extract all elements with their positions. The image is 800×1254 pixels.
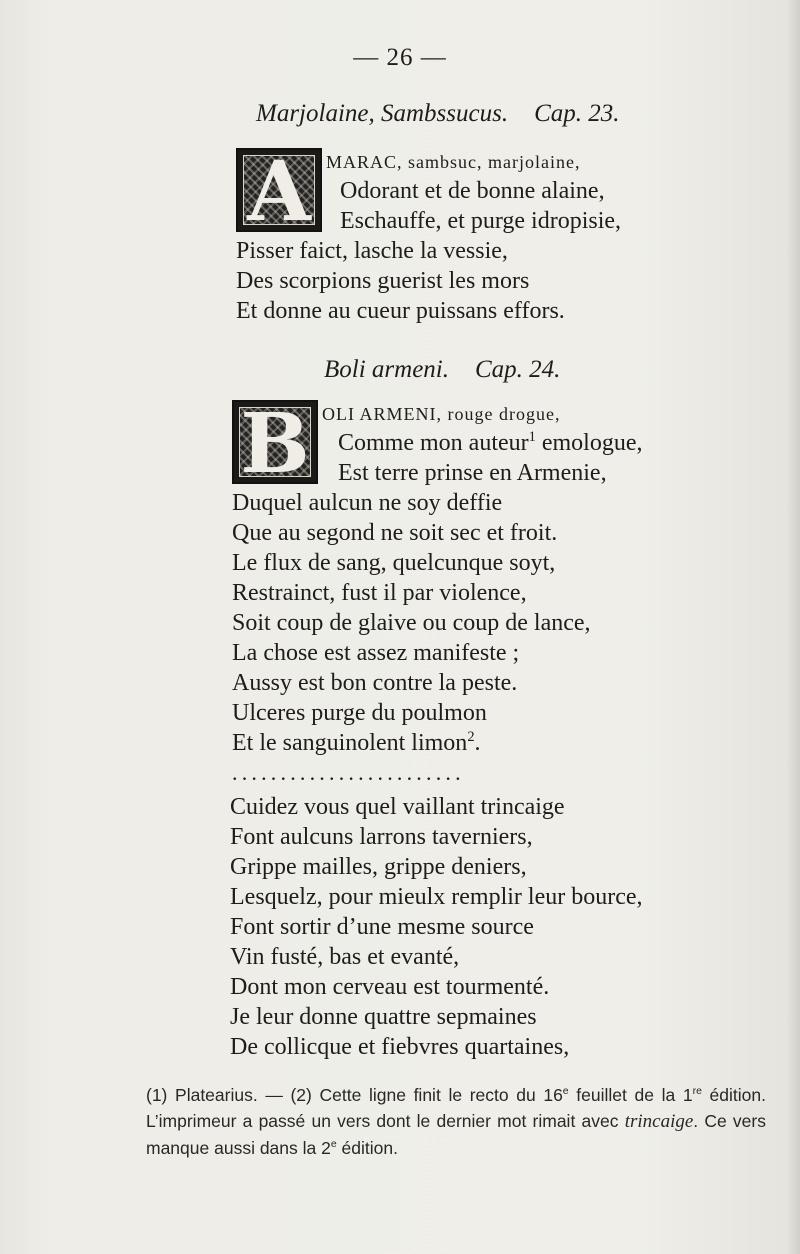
heading-chapter: Cap. 23. [534, 100, 620, 127]
small-caps-word: MARAC, sambsuc, marjolaine, [326, 152, 581, 172]
verse-line: Et le sanguinolent limon$^2$. [232, 729, 481, 756]
verse-line: Le flux de sang, quelcunque soyt, [232, 550, 556, 576]
verse-line: Est terre prinse en Armenie, [338, 460, 607, 486]
omission-dots: ........................ [232, 760, 465, 785]
footnote-ref: 2 [467, 729, 475, 745]
verse-line: Aussy est bon contre la peste. [232, 670, 518, 696]
initial-letter: A [247, 148, 311, 232]
verse-line: Cuidez vous quel vaillant trincaige [230, 794, 565, 820]
decorated-initial-b [232, 400, 318, 484]
verse-block-3 [230, 792, 643, 1062]
small-caps-word: OLI ARMENI, rouge drogue, [322, 404, 561, 424]
verse-line: Duquel aulcun ne soy deffie [232, 490, 503, 516]
verse-line: Dont mon cerveau est tourmenté. [230, 974, 550, 1000]
section-heading-marjolaine [256, 100, 620, 128]
verse-line: Ulceres purge du poulmon [232, 700, 487, 726]
heading-title: Marjolaine, Sambssucus. [256, 100, 509, 127]
verse-line: Que au segond ne soit sec et froit. [232, 520, 558, 546]
verse-line: Et donne au cueur puissans effors. [236, 298, 565, 324]
verse-block-1 [236, 236, 565, 326]
verse-line: De collicque et fiebvres quartaines, [230, 1034, 570, 1060]
footnote-2-number: (2) [290, 1085, 312, 1105]
footnote-ref: 1 [528, 429, 536, 445]
verse-line: Soit coup de glaive ou coup de lance, [232, 610, 591, 636]
decorated-initial-a [236, 148, 322, 232]
heading-chapter: Cap. 24. [475, 356, 561, 383]
verse-line: Restrainct, fust il par violence, [232, 580, 527, 606]
footnote-1-text: Platearius. — [167, 1085, 291, 1105]
page-edge-shadow [786, 0, 800, 1254]
verse-line: Pisser faict, lasche la vessie, [236, 238, 508, 264]
verse-line-first [326, 146, 580, 176]
verse-line: Grippe mailles, grippe deniers, [230, 854, 527, 880]
verse-line: La chose est assez manifeste ; [232, 640, 520, 666]
verse-block-indented-1 [340, 176, 621, 236]
heading-title: Boli armeni. [324, 356, 449, 383]
footnotes: (1) Platearius. — (2) Cette ligne finit le recto du 16e feuillet de la 1re édition. L’imprimeur a passé un vers dont le dernier mot rimait avec trincaige. Ce vers manque aussi dans la 2e édition. [146, 1085, 766, 1158]
verse-line: Comme mon auteur$^1$ emologue, [338, 429, 643, 456]
verse-line: Vin fusté, bas et evanté, [230, 944, 460, 970]
verse-line: Je leur donne quattre sepmaines [230, 1004, 537, 1030]
verse-block-2 [232, 488, 591, 758]
footnote-1-number: (1) [146, 1085, 168, 1105]
verse-line-first [322, 398, 560, 428]
verse-line: Lesquelz, pour mieulx remplir leur bource, [230, 884, 643, 910]
page-number: — 26 — [353, 44, 447, 71]
verse-line: Font aulcuns larrons taverniers, [230, 824, 533, 850]
verse-line: Des scorpions guerist les mors [236, 268, 530, 294]
verse-line: Font sortir d’une mesme source [230, 914, 534, 940]
verse-block-indented-2 [338, 428, 642, 488]
verse-line: Eschauffe, et purge idropisie, [340, 208, 622, 234]
italic-word: trincaige [624, 1111, 694, 1132]
initial-letter: B [240, 400, 310, 484]
verse-line: Odorant et de bonne alaine, [340, 178, 605, 204]
section-heading-boli-armeni [324, 356, 560, 384]
